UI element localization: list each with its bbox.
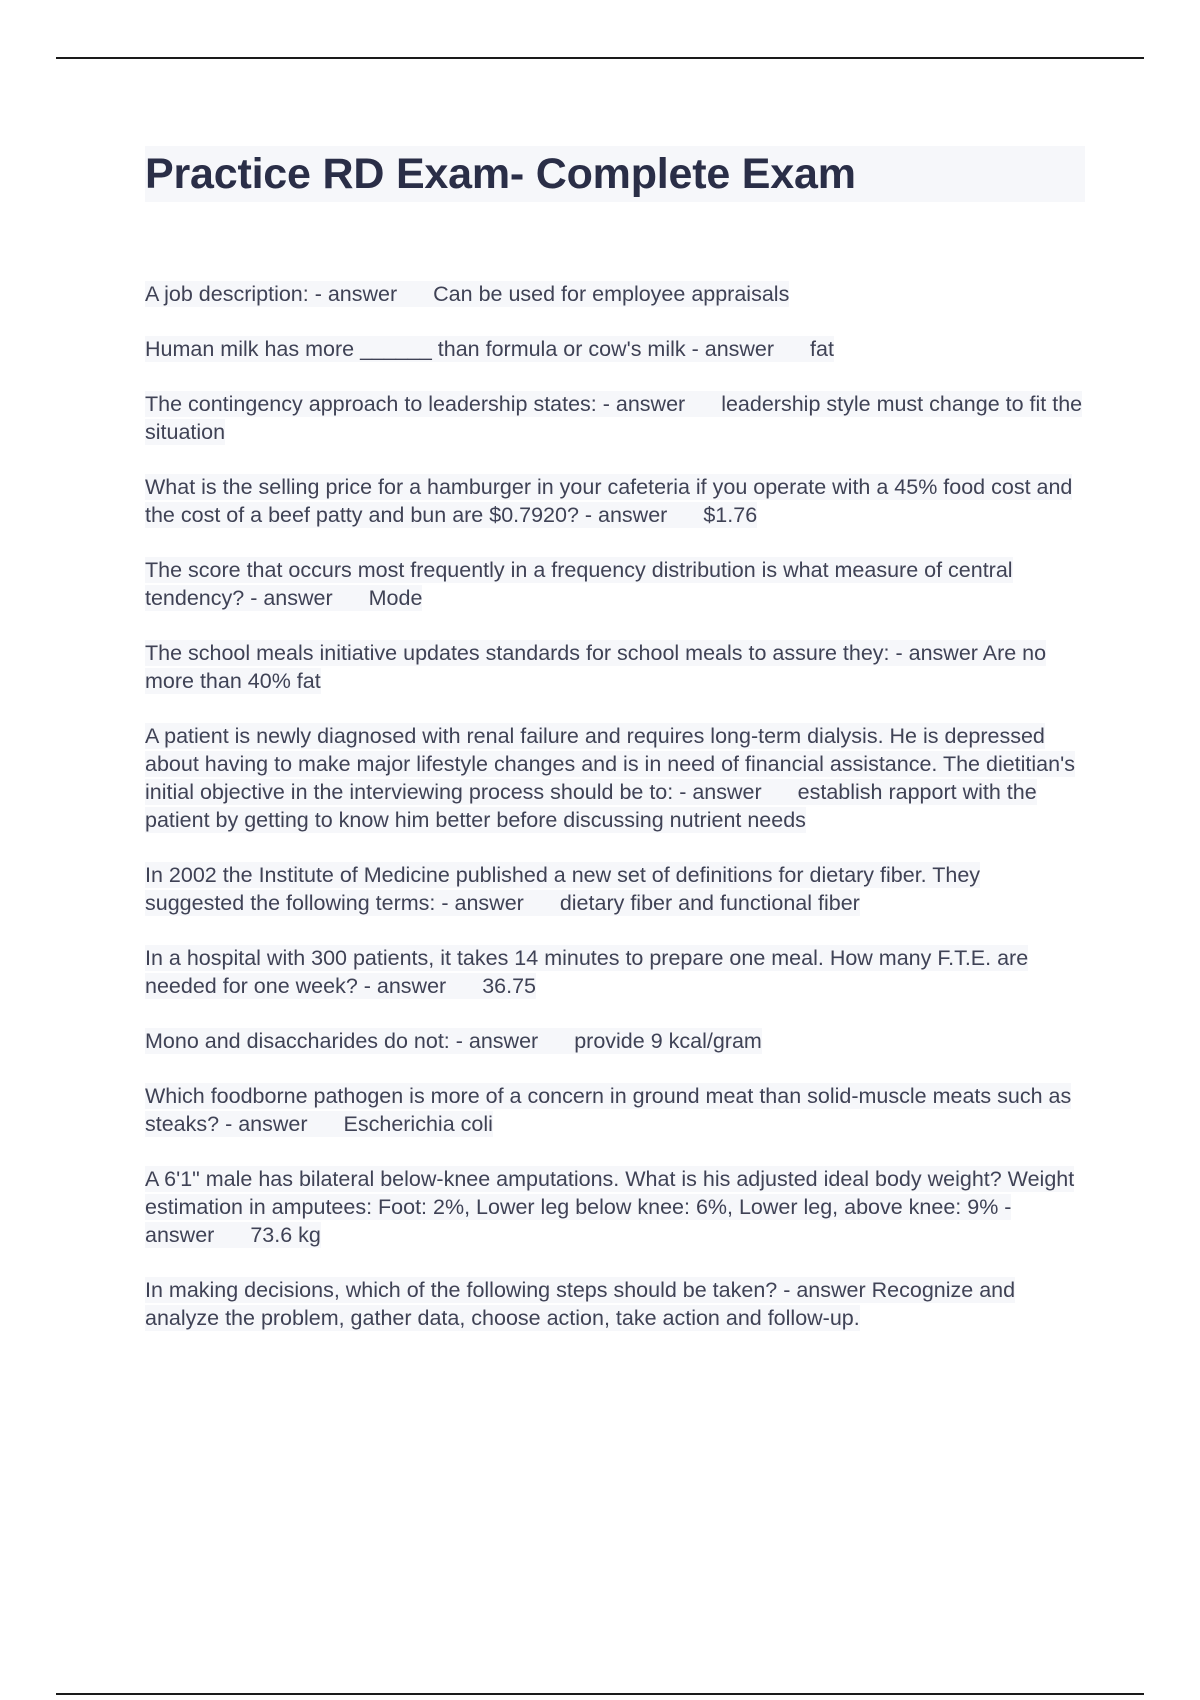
answer-text: fat [810, 337, 834, 361]
answer-text: $1.76 [703, 503, 758, 527]
qa-item [145, 639, 1085, 695]
question-text: In a hospital with 300 patients, it takes 14 minutes to prepare one meal. How many F.T.E. are needed for one week? - answer [145, 946, 1029, 998]
answer-text: leadership style must change to fit the situation [145, 392, 1083, 444]
question-text: Human milk has more ______ than formula or cow's milk - answer [145, 337, 775, 361]
qa-item [145, 944, 1085, 1000]
answer-text: Mode [368, 586, 423, 610]
question-text: A 6'1" male has bilateral below-knee amputations. What is his adjusted ideal body weight? Weight estimation in amputees: Foot: 2%, Lower leg below knee: 6%, Lower leg, above knee: 9% - answer [145, 1167, 1075, 1247]
qa-item [145, 335, 1085, 363]
question-text: The school meals initiative updates standards for school meals to assure they: - answer [145, 641, 978, 665]
qa-item [145, 280, 1085, 308]
answer-text: 73.6 kg [250, 1223, 321, 1247]
qa-item [145, 1165, 1085, 1249]
answer-text: Escherichia coli [343, 1112, 493, 1136]
qa-item [145, 1082, 1085, 1138]
question-text: A job description: - answer [145, 282, 398, 306]
answer-text: Recognize and analyze the problem, gather data, choose action, take action and follow-up. [145, 1278, 1016, 1330]
answer-text: dietary fiber and functional fiber [559, 891, 860, 915]
footer-rule [56, 1693, 1144, 1695]
answer-text: Are no more than 40% fat [145, 641, 1047, 693]
question-text: Which foodborne pathogen is more of a concern in ground meat than solid-muscle meats such as steaks? - answer [145, 1084, 1072, 1136]
header-rule [56, 57, 1144, 59]
qa-item [145, 1276, 1085, 1332]
question-text: In making decisions, which of the following steps should be taken? - answer [145, 1278, 866, 1302]
question-text: A patient is newly diagnosed with renal failure and requires long-term dialysis. He is depressed about having to make major lifestyle changes and is in need of financial assistance. The dietitian's initial objective in the interviewing process should be to: - answer [145, 724, 1075, 804]
answer-text: establish rapport with the patient by getting to know him better before discussing nutrient needs [145, 780, 1037, 832]
qa-item [145, 722, 1085, 834]
qa-item [145, 390, 1085, 446]
question-text: What is the selling price for a hamburger in your cafeteria if you operate with a 45% food cost and the cost of a beef patty and bun are $0.7920? - answer [145, 475, 1073, 527]
answer-text: provide 9 kcal/gram [574, 1029, 762, 1053]
qa-item [145, 861, 1085, 917]
question-text: The score that occurs most frequently in a frequency distribution is what measure of central tendency? - answer [145, 558, 1013, 610]
qa-item [145, 556, 1085, 612]
answer-text: 36.75 [482, 974, 537, 998]
page-title: Practice RD Exam- Complete Exam [145, 150, 856, 198]
page-content [145, 146, 1085, 1359]
qa-item [145, 1027, 1085, 1055]
qa-item [145, 473, 1085, 529]
question-text: The contingency approach to leadership states: - answer [145, 392, 686, 416]
answer-text: Can be used for employee appraisals [433, 282, 790, 306]
question-text: In 2002 the Institute of Medicine published a new set of definitions for dietary fiber. They suggested the following terms: - answer [145, 863, 981, 915]
question-text: Mono and disaccharides do not: - answer [145, 1029, 539, 1053]
title-block [145, 146, 1085, 202]
